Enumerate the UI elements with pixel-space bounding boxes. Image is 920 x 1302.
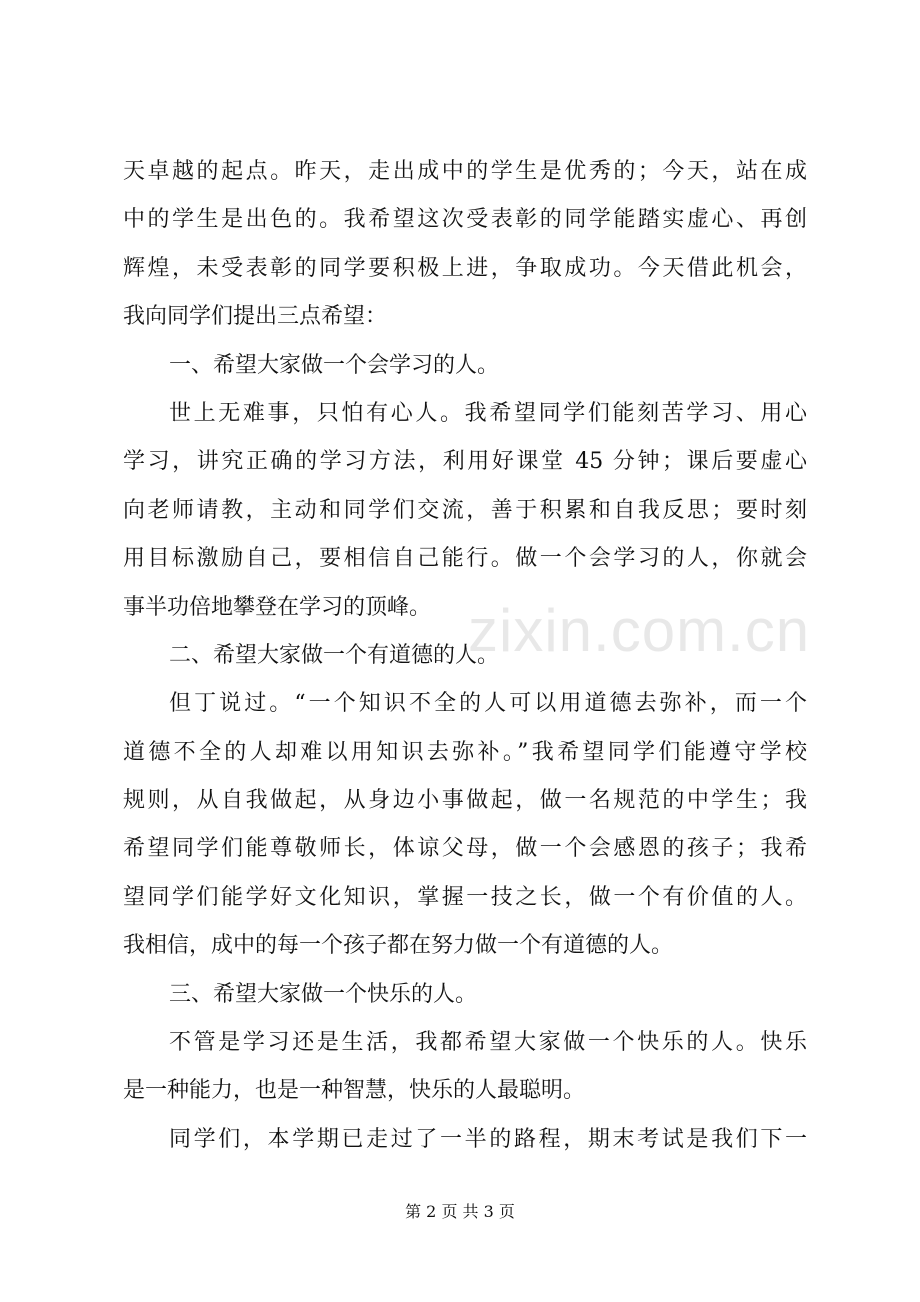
text-line: 规则，从自我做起，从身边小事做起，做一名规范的中学生；我: [123, 788, 807, 814]
text-line: 望同学们能学好文化知识，掌握一技之长，做一个有价值的人。: [123, 884, 807, 910]
text-line: 但丁说过。“一个知识不全的人可以用道德去弥补，而一个: [169, 691, 807, 717]
text-line: 希望同学们能尊敬师长，体谅父母，做一个会感恩的孩子；我希: [123, 836, 807, 862]
text-line: 事半功倍地攀登在学习的顶峰。: [123, 594, 432, 620]
text-line: 世上无难事，只怕有心人。我希望同学们能刻苦学习、用心: [169, 400, 807, 426]
section-heading: 一、希望大家做一个会学习的人。: [169, 352, 500, 378]
watermark: zixin.com.cn: [468, 597, 811, 664]
page-footer: 第 2 页 共 3 页: [405, 1202, 515, 1221]
text-line: 我相信，成中的每一个孩子都在努力做一个有道德的人。: [123, 933, 674, 959]
text-line: 道德不全的人却难以用知识去弥补。”我希望同学们能遵守学校: [123, 739, 807, 765]
text-line: 是一种能力，也是一种智慧，快乐的人最聪明。: [123, 1078, 586, 1104]
text-line: 中的学生是出色的。我希望这次受表彰的同学能踏实虚心、再创: [123, 207, 807, 233]
text-line: 不管是学习还是生活，我都希望大家做一个快乐的人。快乐: [169, 1030, 807, 1056]
text-line: 向老师请教，主动和同学们交流，善于积累和自我反思；要时刻: [123, 497, 807, 523]
text-line: 我向同学们提出三点希望：: [123, 304, 388, 330]
text-line: 辉煌，未受表彰的同学要积极上进，争取成功。今天借此机会，: [123, 255, 807, 281]
text-line: 用目标激励自己，要相信自己能行。做一个会学习的人，你就会: [123, 546, 807, 572]
text-line: 天卓越的起点。昨天，走出成中的学生是优秀的；今天，站在成: [123, 159, 807, 184]
text-line: 学习，讲究正确的学习方法，利用好课堂 45 分钟；课后要虚心: [123, 449, 807, 475]
text-line: 同学们，本学期已走过了一半的路程，期末考试是我们下一: [169, 1126, 807, 1152]
section-heading: 二、希望大家做一个有道德的人。: [169, 642, 500, 668]
section-heading: 三、希望大家做一个快乐的人。: [169, 981, 478, 1007]
body-text: [123, 148, 807, 1164]
